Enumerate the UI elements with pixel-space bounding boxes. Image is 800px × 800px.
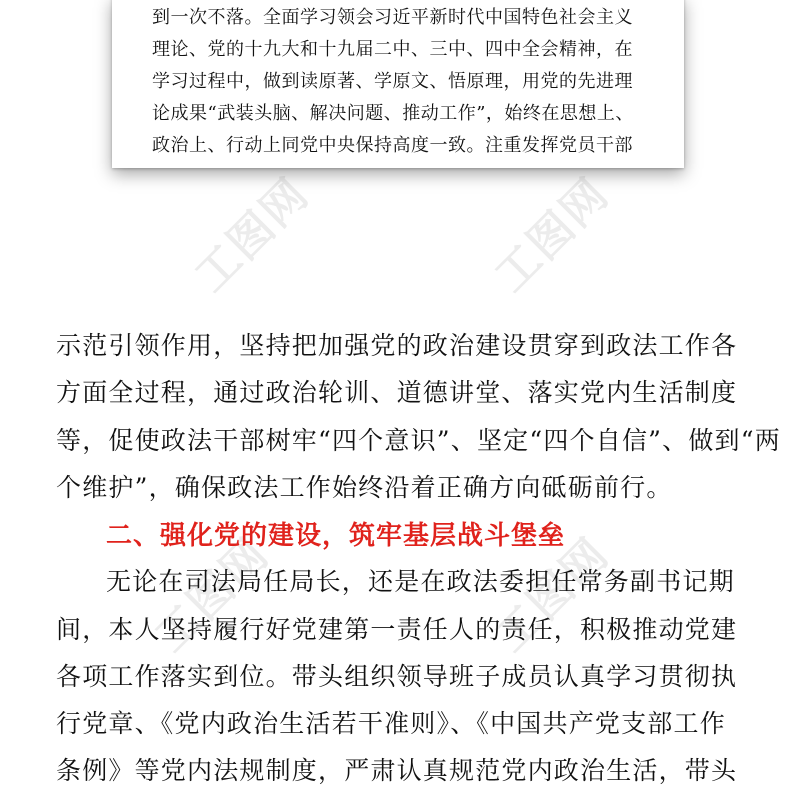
document-page-card — [112, 0, 684, 168]
card-text-line: 到一次不落。全面学习领会习近平新时代中国特色社会主义 — [152, 7, 633, 28]
body-text-line: 示范引领作用，坚持把加强党的政治建设贯穿到政法工作各 — [56, 331, 738, 360]
body-text-line: 方面全过程，通过政治轮训、道德讲堂、落实党内生活制度 — [56, 378, 738, 407]
watermark: 工图网 — [485, 528, 620, 663]
card-text-line: 理论、党的十九大和十九届二中、三中、四中全会精神，在 — [152, 39, 633, 60]
card-text-line: 政治上、行动上同党中央保持高度一致。注重发挥党员干部 — [152, 135, 633, 156]
body-text-line: 各项工作落实到位。带头组织领导班子成员认真学习贯彻执 — [56, 662, 738, 691]
body-text-line: 无论在司法局任局长，还是在政法委担任常务副书记期 — [106, 567, 735, 596]
body-text-line: 个维护”，确保政法工作始终沿着正确方向砥砺前行。 — [56, 473, 673, 502]
body-text-line: 条例》等党内法规制度，严肃认真规范党内政治生活，带头 — [56, 756, 738, 785]
watermark: 工图网 — [485, 168, 620, 303]
card-text-line: 论成果“武装头脑、解决问题、推动工作”，始终在思想上、 — [152, 103, 634, 124]
body-text-line: 等，促使政法干部树牢“四个意识”、坚定“四个自信”、做到“两 — [56, 426, 781, 455]
watermark: 工图网 — [145, 528, 280, 663]
body-text-line: 行党章、《党内政治生活若干准则》、《中国共产党支部工作 — [56, 709, 726, 738]
body-text-line: 间，本人坚持履行好党建第一责任人的责任，积极推动党建 — [56, 615, 738, 644]
watermark: 工图网 — [185, 168, 320, 303]
card-text-line: 学习过程中，做到读原著、学原文、悟原理，用党的先进理 — [152, 71, 633, 92]
section-heading: 二、强化党的建设，筑牢基层战斗堡垒 — [106, 521, 566, 551]
